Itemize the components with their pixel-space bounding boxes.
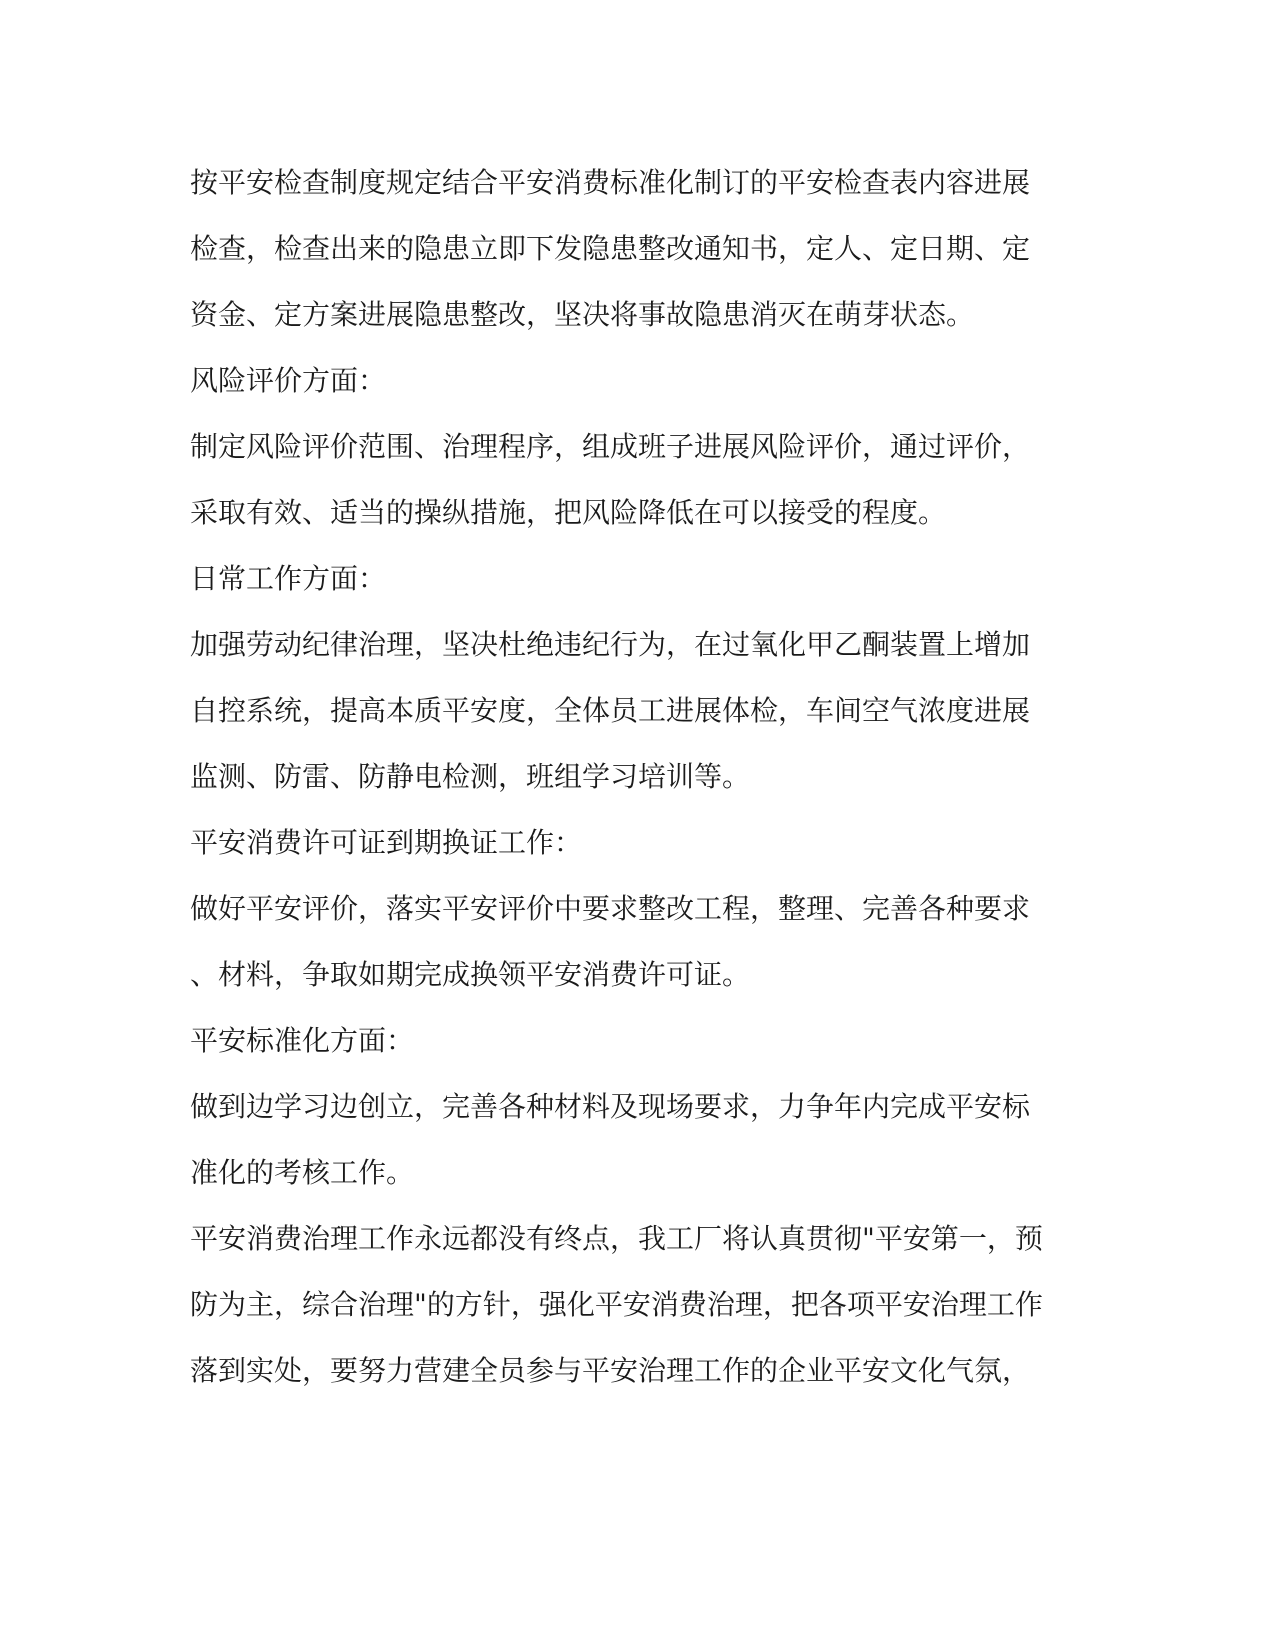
section-heading: 平安标准化方面：	[190, 1024, 415, 1057]
text-line: 防为主，综合治理"的方针，强化平安消费治理，把各项平安治理工作	[190, 1288, 1043, 1321]
text-line: 按平安检查制度规定结合平安消费标准化制订的平安检查表内容进展	[190, 166, 1031, 199]
text-line: 检查，检查出来的隐患立即下发隐患整改通知书，定人、定日期、定	[190, 232, 1031, 265]
text-line: 制定风险评价范围、治理程序，组成班子进展风险评价，通过评价，	[190, 430, 1031, 463]
text-line: 资金、定方案进展隐患整改，坚决将事故隐患消灭在萌芽状态。	[190, 298, 975, 331]
text-line: 监测、防雷、防静电检测，班组学习培训等。	[190, 760, 751, 793]
text-line: 自控系统，提高本质平安度，全体员工进展体检，车间空气浓度进展	[190, 694, 1031, 727]
section-heading: 风险评价方面：	[190, 364, 387, 397]
text-line: 加强劳动纪律治理，坚决杜绝违纪行为，在过氧化甲乙酮装置上增加	[190, 628, 1031, 661]
section-heading: 日常工作方面：	[190, 562, 387, 595]
section-heading: 平安消费许可证到期换证工作：	[190, 826, 583, 859]
text-line: 做到边学习边创立，完善各种材料及现场要求，力争年内完成平安标	[190, 1090, 1031, 1123]
text-line: 准化的考核工作。	[190, 1156, 415, 1189]
text-line: 采取有效、适当的操纵措施，把风险降低在可以接受的程度。	[190, 496, 947, 529]
document-body	[190, 150, 1090, 1404]
text-line: 做好平安评价，落实平安评价中要求整改工程，整理、完善各种要求	[190, 892, 1031, 925]
text-line: 平安消费治理工作永远都没有终点，我工厂将认真贯彻"平安第一，预	[190, 1222, 1043, 1255]
text-line: 落到实处，要努力营建全员参与平安治理工作的企业平安文化气氛，	[190, 1354, 1031, 1387]
text-line: 、材料，争取如期完成换领平安消费许可证。	[190, 958, 751, 991]
